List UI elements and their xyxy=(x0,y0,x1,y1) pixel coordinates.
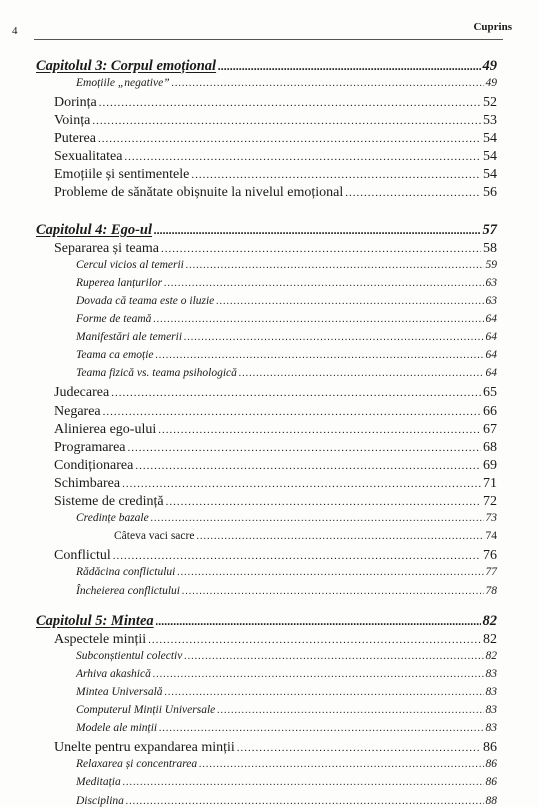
dot-leader xyxy=(182,586,484,597)
toc-entry-title: Separarea și teama xyxy=(54,240,159,256)
dot-leader xyxy=(191,169,481,181)
toc-entry-title: Ruperea lanțurilor xyxy=(76,276,163,289)
toc-entry-page: 86 xyxy=(483,740,497,756)
dot-leader xyxy=(177,567,483,578)
toc-entry-title: Dovada că teama este o iluzie xyxy=(76,294,215,307)
toc-entry-page: 72 xyxy=(483,494,497,509)
chapter-heading xyxy=(36,222,497,239)
toc-entry-title: Computerul Minții Universale xyxy=(76,704,216,716)
dot-leader xyxy=(153,669,484,680)
dot-leader xyxy=(122,478,481,490)
toc-entry-title: Sisteme de credință xyxy=(54,494,164,509)
toc-entry-page: 76 xyxy=(483,548,497,564)
toc-entry-title: Conflictul xyxy=(54,548,111,564)
toc-entry-title: Capitolul 4: Ego-ul xyxy=(36,222,153,238)
toc-entry-title: Relaxarea și concentrarea xyxy=(76,758,198,771)
toc-entry-title: Încheierea conflictului xyxy=(76,584,180,597)
toc-entry xyxy=(76,512,497,524)
toc-entry-title: Cercul vicios al temerii xyxy=(76,258,184,271)
toc-entry xyxy=(76,367,497,379)
toc-entry-page: 64 xyxy=(485,331,497,344)
toc-entry xyxy=(54,131,497,147)
toc-entry xyxy=(54,440,497,456)
toc-entry-page: 73 xyxy=(485,512,497,525)
dot-leader xyxy=(216,296,483,307)
toc-entry-page: 57 xyxy=(482,222,497,238)
dot-leader xyxy=(99,97,481,109)
toc-entry-page: 82 xyxy=(483,631,497,647)
toc-entry xyxy=(54,113,497,129)
dot-leader xyxy=(159,723,483,734)
toc-entry-title: Teama ca emoție xyxy=(76,349,154,362)
toc-entry-title: Emoțiile „negative” xyxy=(76,76,170,89)
toc-entry xyxy=(76,295,497,307)
toc-entry-page: 82 xyxy=(482,613,497,629)
toc-entry-title: Alinierea ego-ului xyxy=(54,421,157,437)
dot-leader xyxy=(345,187,481,199)
toc-entry-page: 59 xyxy=(485,258,497,271)
dot-leader xyxy=(161,243,481,255)
dot-leader xyxy=(239,368,484,379)
dot-leader xyxy=(199,759,483,770)
toc-entry xyxy=(76,758,497,770)
header-rule xyxy=(34,39,503,40)
toc-entry xyxy=(54,476,497,492)
toc-entry xyxy=(76,668,497,680)
toc-entry-page: 68 xyxy=(483,439,497,455)
toc-entry xyxy=(76,566,497,578)
toc-entry-page: 52 xyxy=(483,94,497,110)
toc-entry xyxy=(54,185,497,201)
dot-leader xyxy=(156,350,484,361)
toc-entry-title: Modele ale minții xyxy=(76,722,158,735)
toc-entry-page: 56 xyxy=(483,185,497,201)
toc-entry-page: 71 xyxy=(483,475,497,491)
toc-entry-page: 77 xyxy=(485,566,497,579)
toc-entry-page: 65 xyxy=(483,385,497,401)
toc-entry-page: 54 xyxy=(483,167,497,183)
dot-leader xyxy=(218,59,480,74)
chapter-heading xyxy=(36,613,497,630)
toc-entry-page: 66 xyxy=(483,403,497,419)
toc-entry-title: Capitolul 5: Mintea xyxy=(36,613,154,629)
dot-leader xyxy=(153,314,483,325)
toc-entry-page: 63 xyxy=(485,276,497,289)
toc-entry-page: 83 xyxy=(485,667,497,680)
toc-entry xyxy=(54,548,497,564)
toc-entry-title: Meditația xyxy=(76,776,121,789)
toc-entry-page: 64 xyxy=(485,313,497,325)
dot-leader xyxy=(184,651,483,662)
dot-leader xyxy=(103,406,481,418)
page-number: 4 xyxy=(12,25,18,37)
toc-entry-title: Câteva vaci sacre xyxy=(114,530,195,543)
dot-leader xyxy=(98,133,481,145)
toc-entry-title: Condiționarea xyxy=(54,457,134,473)
toc-entry-page: 64 xyxy=(485,367,497,380)
toc-entry-title: Negarea xyxy=(54,403,101,419)
toc-entry xyxy=(54,385,497,401)
dot-leader xyxy=(237,742,481,754)
toc-entry-title: Subconștientul colectiv xyxy=(76,649,183,662)
dot-leader xyxy=(151,513,484,524)
toc-entry xyxy=(76,77,497,89)
toc-entry-page: 64 xyxy=(485,349,497,362)
toc-entry xyxy=(76,704,497,716)
toc-entry-title: Dorința xyxy=(54,94,97,110)
toc-entry xyxy=(76,277,497,289)
toc-entry-title: Judecarea xyxy=(54,385,110,401)
toc-entry-page: 53 xyxy=(483,112,497,128)
toc-entry-page: 88 xyxy=(485,794,497,807)
dot-leader xyxy=(148,634,481,646)
dot-leader xyxy=(111,387,481,399)
dot-leader xyxy=(184,332,483,343)
toc-entry-title: Emoțiile și sentimentele xyxy=(54,167,190,183)
toc-entry-page: 69 xyxy=(483,457,497,473)
dot-leader xyxy=(165,687,484,698)
toc-entry-page: 83 xyxy=(485,704,497,716)
toc-entry xyxy=(76,331,497,343)
toc-entry-page: 54 xyxy=(483,149,497,164)
toc-entry-title: Voința xyxy=(54,112,91,128)
dot-leader xyxy=(126,796,484,807)
dot-leader xyxy=(92,115,481,127)
toc-entry-title: Sexualitatea xyxy=(54,149,123,164)
toc-entry-title: Probleme de sănătate obișnuite la nivelul emoțional xyxy=(54,185,344,201)
toc-entry xyxy=(54,167,497,183)
toc-entry xyxy=(76,313,497,325)
toc-entry-page: 63 xyxy=(485,294,497,307)
toc-entry xyxy=(54,632,497,648)
toc-entry-title: Credințe bazale xyxy=(76,512,149,525)
toc-entry-page: 49 xyxy=(485,76,497,89)
toc-entry xyxy=(54,422,497,438)
toc-entry-page: 86 xyxy=(485,776,497,789)
toc-entry xyxy=(54,149,497,165)
toc-entry xyxy=(54,241,497,257)
dot-leader xyxy=(123,777,484,788)
dot-leader xyxy=(124,151,481,163)
dot-leader xyxy=(128,442,481,454)
toc-entry-page: 58 xyxy=(483,240,497,256)
dot-leader xyxy=(113,550,481,562)
toc-entry xyxy=(76,349,497,361)
dot-leader xyxy=(186,260,484,271)
toc-entry-title: Teama fizică vs. teama psihologică xyxy=(76,367,237,380)
toc-entry-page: 83 xyxy=(485,722,497,735)
chapter-heading xyxy=(36,58,497,75)
toc-entry xyxy=(54,458,497,474)
toc-entry-title: Forme de teamă xyxy=(76,313,152,325)
toc-entry-page: 67 xyxy=(483,421,497,437)
running-header: Cuprins xyxy=(473,21,512,33)
toc-entry xyxy=(54,404,497,420)
toc-entry-title: Disciplina xyxy=(76,794,124,807)
dot-leader xyxy=(217,705,483,716)
toc-entry-title: Aspectele minții xyxy=(54,631,147,647)
toc-entry-page: 78 xyxy=(485,584,497,597)
toc-entry-page: 74 xyxy=(485,530,497,543)
toc-entry-title: Unelte pentru expandarea minții xyxy=(54,740,235,756)
dot-leader xyxy=(164,278,483,289)
dot-leader xyxy=(154,223,480,238)
toc-entry-title: Rădăcina conflictului xyxy=(76,566,176,579)
toc-entry-title: Mintea Universală xyxy=(76,685,163,698)
dot-leader xyxy=(156,614,481,629)
toc-entry xyxy=(114,530,497,542)
toc-entry xyxy=(76,776,497,788)
toc-entry xyxy=(54,494,497,510)
dot-leader xyxy=(196,531,483,542)
toc-entry-title: Capitolul 3: Corpul emoțional xyxy=(36,58,217,74)
toc-entry-page: 82 xyxy=(485,649,497,662)
dot-leader xyxy=(158,424,481,436)
toc-entry-page: 83 xyxy=(485,685,497,698)
dot-leader xyxy=(135,460,481,472)
dot-leader xyxy=(172,78,484,89)
toc-entry xyxy=(76,259,497,271)
toc-entry xyxy=(76,795,497,807)
toc-entry xyxy=(76,722,497,734)
toc-entry xyxy=(76,585,497,597)
toc-entry xyxy=(54,95,497,111)
toc-entry xyxy=(54,740,497,756)
toc-entry-title: Arhiva akashică xyxy=(76,667,151,680)
toc-entry-title: Puterea xyxy=(54,130,96,146)
toc-entry-title: Programarea xyxy=(54,439,126,455)
toc-entry-page: 49 xyxy=(482,58,497,74)
toc-entry-title: Schimbarea xyxy=(54,475,121,491)
toc-entry-title: Manifestări ale temerii xyxy=(76,331,183,344)
dot-leader xyxy=(166,496,481,508)
toc-entry-page: 54 xyxy=(483,130,497,146)
toc-entry xyxy=(76,650,497,662)
toc-entry-page: 86 xyxy=(485,758,497,771)
toc-entry xyxy=(76,686,497,698)
